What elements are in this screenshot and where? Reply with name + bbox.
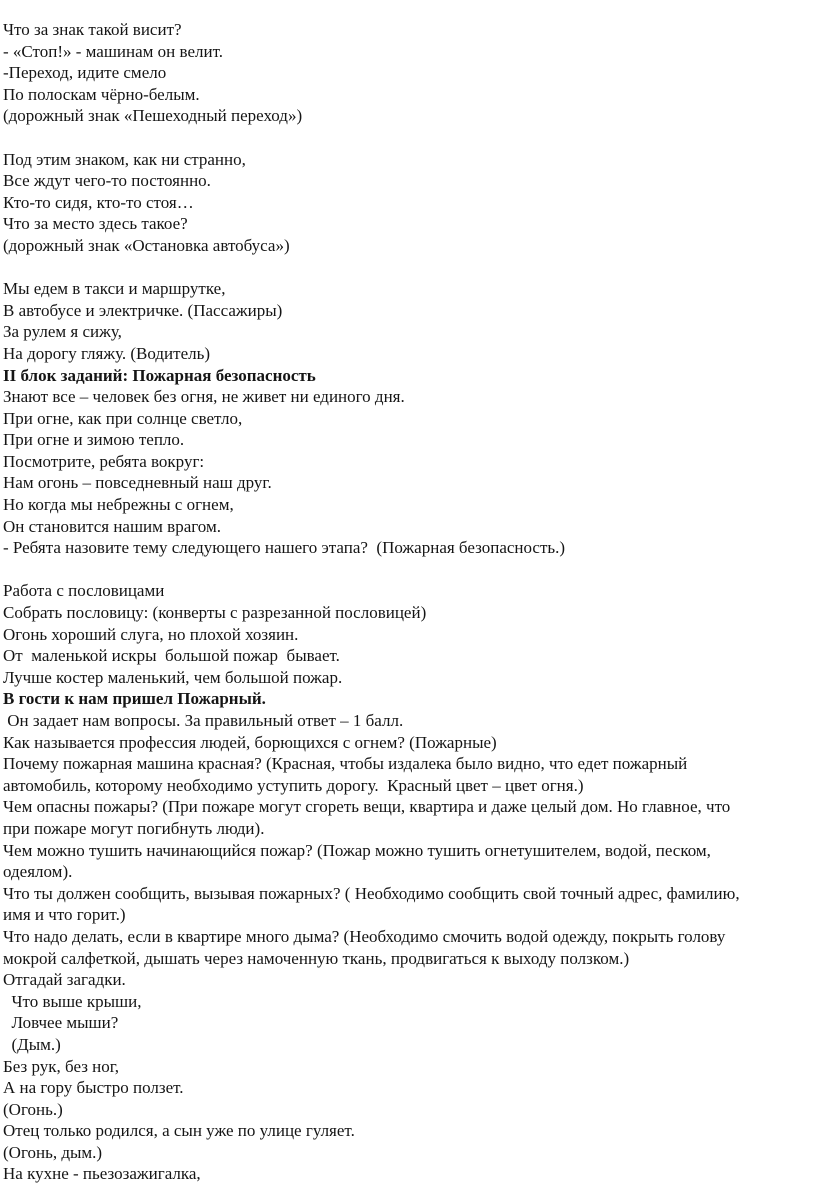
text-line: Собрать пословицу: (конверты с разрезанной пословицей) <box>3 603 427 623</box>
text-line: В гости к нам пришел Пожарный. <box>3 689 266 709</box>
text-line: При огне, как при солнце светло, <box>3 408 243 428</box>
text-line: Что выше крыши, <box>3 991 142 1011</box>
text-line: Все ждут чего-то постоянно. <box>3 171 211 191</box>
text-line: Под этим знаком, как ни странно, <box>3 149 246 169</box>
text-line: При огне и зимою тепло. <box>3 430 185 450</box>
text-line: Огонь хороший слуга, но плохой хозяин. <box>3 624 299 644</box>
text-line: Что ты должен сообщить, вызывая пожарных? ( Необходимо сообщить свой точный адрес, фамилию, <box>3 883 740 903</box>
text-line: при пожаре могут погибнуть люди). <box>3 818 265 838</box>
text-line: Ловчее мыши? <box>3 1013 119 1033</box>
text-line: На дорогу гляжу. (Водитель) <box>3 343 211 363</box>
text-line: Как называется профессия людей, борющихся с огнем? (Пожарные) <box>3 732 497 752</box>
text-line: Мы едем в такси и маршрутке, <box>3 279 226 299</box>
text-line: По полоскам чёрно-белым. <box>3 84 200 104</box>
text-line: Что за место здесь такое? <box>3 214 188 234</box>
text-line: Чем можно тушить начинающийся пожар? (Пожар можно тушить огнетушителем, водой, песком, <box>3 840 711 860</box>
text-line: Нам огонь – повседневный наш друг. <box>3 473 272 493</box>
text-line: II блок заданий: Пожарная безопасность <box>3 365 316 385</box>
text-line: автомобиль, которому необходимо уступить дорогу. Красный цвет – цвет огня.) <box>3 775 584 795</box>
text-line: Он становится нашим врагом. <box>3 516 221 536</box>
text-line: Что за знак такой висит? <box>3 20 182 39</box>
text-line: одеялом). <box>3 862 73 882</box>
text-line: От маленькой искры большой пожар бывает. <box>3 646 340 666</box>
text-line: имя и что горит.) <box>3 905 126 925</box>
text-line: - Ребята назовите тему следующего нашего этапа? (Пожарная безопасность.) <box>3 538 566 558</box>
text-line: За рулем я сижу, <box>3 322 122 342</box>
text-line: На кухне - пьезозажигалка, <box>3 1164 201 1184</box>
document-text-body <box>3 19 812 1185</box>
text-line: (Дым.) <box>3 1034 61 1054</box>
blank-line <box>3 559 812 581</box>
text-line: (Огонь, дым.) <box>3 1142 103 1162</box>
text-line: Чем опасны пожары? (При пожаре могут сгореть вещи, квартира и даже целый дом. Но главное, что <box>3 797 731 817</box>
text-line: Кто-то сидя, кто-то стоя… <box>3 192 194 212</box>
text-line: В автобусе и электричке. (Пассажиры) <box>3 300 283 320</box>
text-line: Почему пожарная машина красная? (Красная, чтобы издалека было видно, что едет пожарный <box>3 754 688 774</box>
text-line: - «Стоп!» - машинам он велит. <box>3 41 223 61</box>
text-line: Без рук, без ног, <box>3 1056 120 1076</box>
text-line: мокрой салфеткой, дышать через намоченную ткань, продвигаться к выходу ползком.) <box>3 948 630 968</box>
text-line: (дорожный знак «Остановка автобуса») <box>3 235 290 255</box>
text-line: Лучше костер маленький, чем большой пожар. <box>3 667 343 687</box>
text-line: Он задает нам вопросы. За правильный ответ – 1 балл. <box>3 711 404 730</box>
blank-line <box>3 127 812 149</box>
text-line: Работа с пословицами <box>3 581 165 601</box>
text-line: Что надо делать, если в квартире много дыма? (Необходимо смочить водой одежду, покрыть голову <box>3 926 726 946</box>
text-line: Посмотрите, ребята вокруг: <box>3 451 205 471</box>
blank-line <box>3 257 812 279</box>
text-line: Знают все – человек без огня, не живет ни единого дня. <box>3 387 405 407</box>
text-line: (дорожный знак «Пешеходный переход») <box>3 106 303 126</box>
text-line: -Переход, идите смело <box>3 63 167 83</box>
text-line: Отгадай загадки. <box>3 970 126 990</box>
text-line: Отец только родился, а сын уже по улице гуляет. <box>3 1121 355 1141</box>
text-line: А на гору быстро ползет. <box>3 1078 184 1098</box>
text-line: Но когда мы небрежны с огнем, <box>3 495 234 515</box>
text-line: (Огонь.) <box>3 1099 63 1119</box>
